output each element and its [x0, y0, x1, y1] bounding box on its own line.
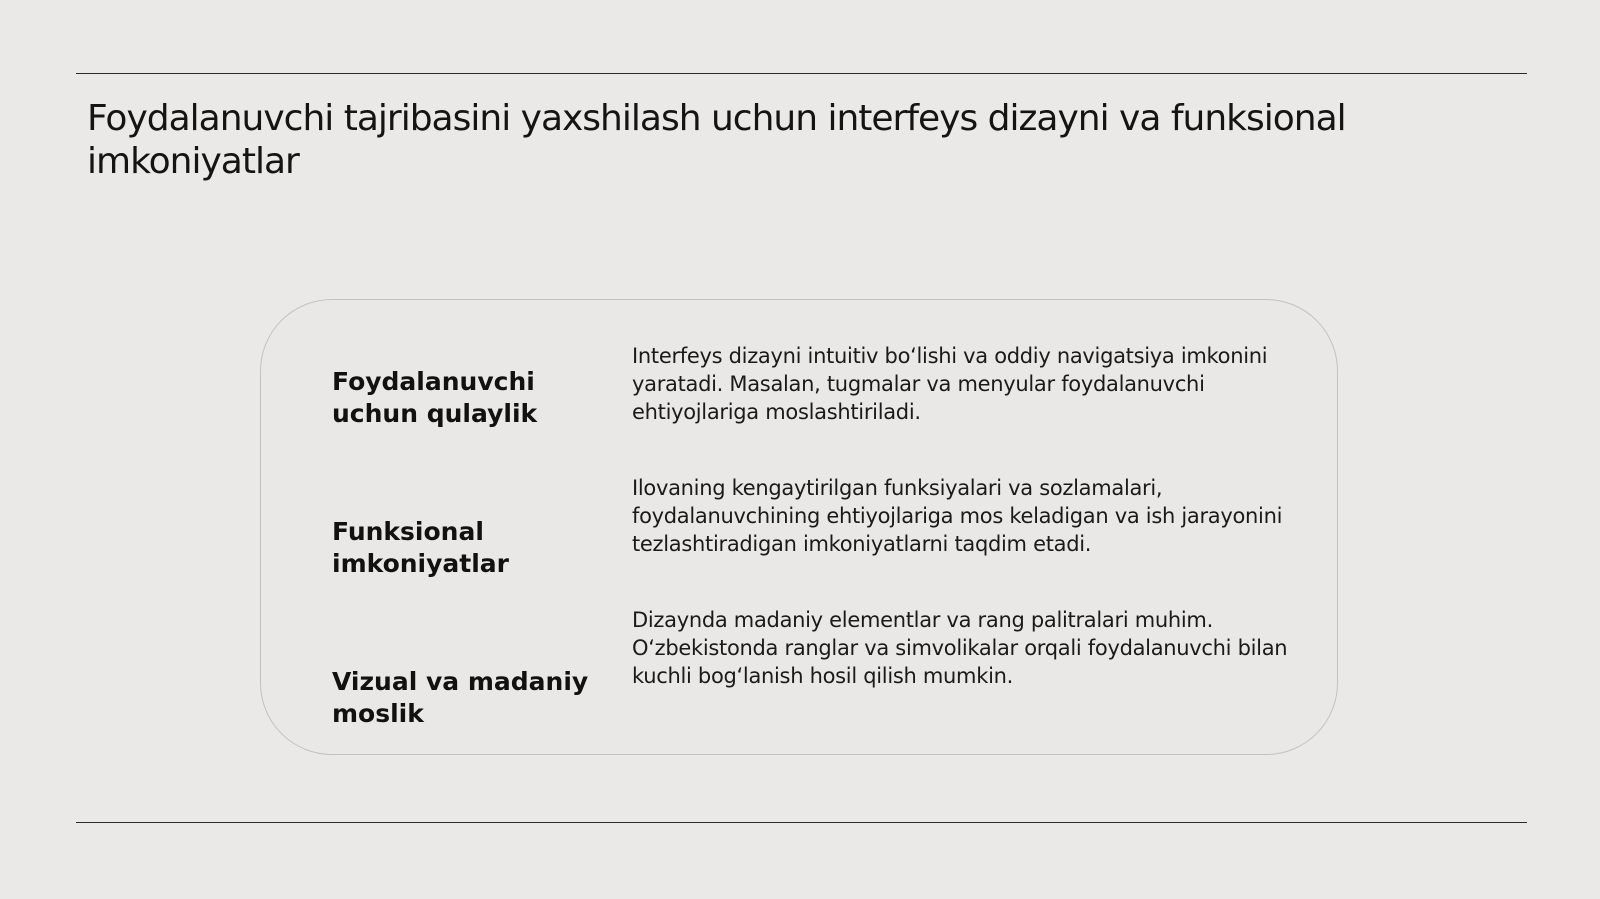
- row-description: Dizaynda madaniy elementlar va rang palitralari muhim. Oʻzbekistonda ranglar va simvolikalar orqali foydalanuvchi bilan kuchli bogʻlanish hosil qilish mumkin.: [632, 608, 1288, 688]
- row-description: Ilovaning kengaytirilgan funksiyalari va sozlamalari, foydalanuvchining ehtiyojlariga mos keladigan va ish jarayonini tezlashtiradigan imkoniyatlarni taqdim etadi.: [632, 476, 1283, 556]
- slide-title: Foydalanuvchi tajribasini yaxshilash uchun interfeys dizayni va funksional imkoniyatlar: [87, 98, 1346, 182]
- top-divider: [76, 73, 1527, 74]
- row-label: Funksional imkoniyatlar: [332, 517, 510, 578]
- row-description: Interfeys dizayni intuitiv boʻlishi va oddiy navigatsiya imkonini yaratadi. Masalan, tugmalar va menyular foydalanuvchi ehtiyojlariga moslashtiriladi.: [632, 344, 1268, 424]
- row-label: Foydalanuvchi uchun qulaylik: [332, 367, 538, 428]
- content-panel: [260, 299, 1338, 755]
- bottom-divider: [76, 822, 1527, 823]
- row-label: Vizual va madaniy moslik: [332, 667, 589, 728]
